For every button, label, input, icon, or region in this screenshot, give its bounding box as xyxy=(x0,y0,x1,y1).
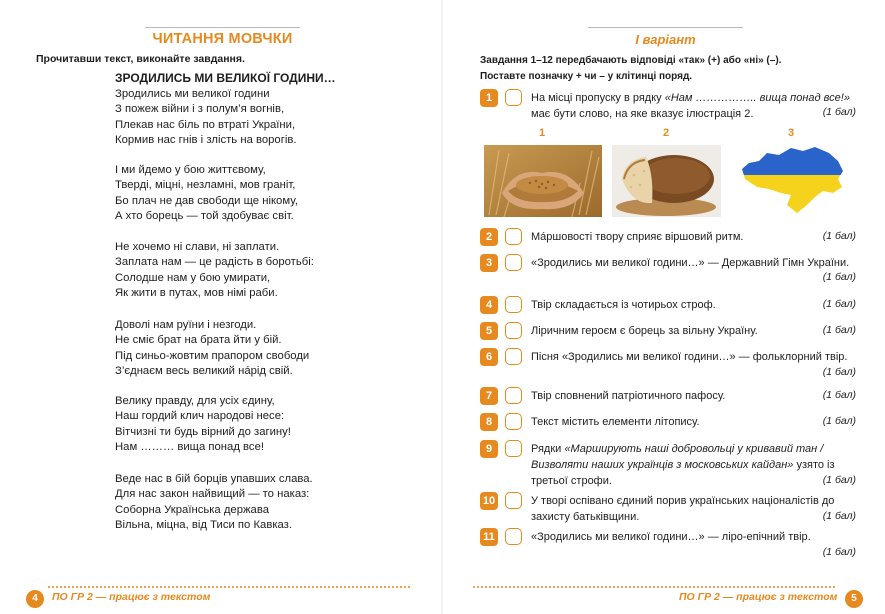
answer-checkbox[interactable] xyxy=(505,440,522,457)
question-text: «Зродились ми великої години…» — ліро-епічний твір. xyxy=(531,531,811,543)
poem-line: Вільна, міцна, від Тиси по Кавказ. xyxy=(115,518,292,531)
poem-line: Велику правду, для усіх єдину, xyxy=(115,395,275,407)
footer-title: ПО ГР 2 — працює з текстом xyxy=(679,591,838,603)
poem-line: Кормив нас гнів і злість на ворогів. xyxy=(115,133,297,146)
answer-checkbox[interactable] xyxy=(505,296,522,313)
answer-checkbox[interactable] xyxy=(505,89,522,106)
stanza xyxy=(115,240,314,301)
question-score: (1 бал) xyxy=(822,106,856,118)
page-number: 4 xyxy=(26,590,44,608)
task-instruction: Поставте позначку + чи – у клітинці поряд. xyxy=(480,71,693,82)
question-number: 5 xyxy=(480,322,498,340)
question-score: (1 бал) xyxy=(822,366,856,378)
answer-checkbox[interactable] xyxy=(505,322,522,339)
poem-line: Під синьо-жовтим прапором свободи xyxy=(115,349,310,362)
question-number: 8 xyxy=(480,413,498,431)
stanza xyxy=(115,87,296,148)
question-text-part: Рядки xyxy=(531,443,565,455)
question-score: (1 бал) xyxy=(822,474,856,486)
answer-checkbox[interactable] xyxy=(505,413,522,430)
page-number: 5 xyxy=(845,590,863,608)
poem-line: Веде нас в бій борців упавших слава. xyxy=(115,473,313,485)
variant-title: І варіант xyxy=(635,32,696,47)
task-instruction: Завдання 1–12 передбачають відповіді «так» (+) або «ні» (–). xyxy=(480,55,782,66)
poem-line: Соборна Українська держава xyxy=(115,503,269,516)
question-text-part: має бути слово, на яке вказує ілюстрація 2. xyxy=(531,108,754,120)
question-score: (1 бал) xyxy=(822,271,856,283)
bread-loaf-illustration xyxy=(612,145,721,217)
poem-line: Вітчизні ти будь вірний до загину! xyxy=(115,425,291,438)
poem-line: Бо плач не дав свободи ще нікому, xyxy=(115,194,298,207)
poem-line: Для нас закон найвищий — то наказ: xyxy=(115,488,310,501)
left-page xyxy=(0,0,442,614)
question-text-part: узято із третьої строфи. xyxy=(531,459,835,487)
poem-line: Як жити в путах, мов німі раби. xyxy=(115,286,278,299)
question-text: Твір складається із чотирьох строф. xyxy=(531,299,716,311)
question-number: 1 xyxy=(480,89,498,107)
poem-line: Зродились ми великої години xyxy=(115,88,270,100)
answer-checkbox[interactable] xyxy=(505,387,522,404)
question-text: Ліричним героєм є борець за вільну Україну. xyxy=(531,325,758,337)
section-title: ЧИТАННЯ МОВЧКИ xyxy=(152,31,293,47)
footer-rule xyxy=(473,586,835,588)
map-illustration xyxy=(739,143,847,215)
question-number: 9 xyxy=(480,440,498,458)
question-score: (1 бал) xyxy=(822,415,856,427)
poem-line: А хто борець — той здобуває світ. xyxy=(115,209,294,222)
question-number: 10 xyxy=(480,492,498,510)
poem-line: Солодше нам у бою умирати, xyxy=(115,271,271,284)
question-score: (1 бал) xyxy=(822,298,856,310)
question-number: 11 xyxy=(480,528,498,546)
poem-line: Тверді, міцні, незламні, мов граніт, xyxy=(115,179,296,192)
question-text-part: На місці пропуску в рядку xyxy=(531,92,665,104)
question-score: (1 бал) xyxy=(822,546,856,558)
stanza xyxy=(115,318,309,379)
image-label: 2 xyxy=(662,127,670,139)
poem-line: З пожеж війни і з полум’я вогнів, xyxy=(115,103,285,116)
footer-rule xyxy=(48,586,410,588)
poem-line: І ми йдемо у бою життєвому, xyxy=(115,164,266,176)
poem-line: Доволі нам руїни і незгоди. xyxy=(115,319,257,331)
question-score: (1 бал) xyxy=(822,389,856,401)
grain-hands-illustration xyxy=(484,145,602,217)
question-score: (1 бал) xyxy=(822,230,856,242)
answer-checkbox[interactable] xyxy=(505,528,522,545)
question-score: (1 бал) xyxy=(822,510,856,522)
title-rule xyxy=(145,27,300,28)
stanza xyxy=(115,394,291,455)
stanza xyxy=(115,163,298,224)
poem-line: Заплата нам — це радість в боротьбі: xyxy=(115,256,314,269)
stanza xyxy=(115,472,313,533)
image-label: 1 xyxy=(538,127,546,139)
question-text: «Зродились ми великої години…» — Державний Гімн України. xyxy=(531,257,850,269)
question-number: 6 xyxy=(480,348,498,366)
poem-line: З’єднаєм весь великий нáрід свій. xyxy=(115,364,293,377)
answer-checkbox[interactable] xyxy=(505,348,522,365)
footer-title: ПО ГР 2 — працює з текстом xyxy=(52,591,211,603)
poem-line: Плекав нас біль по втраті України, xyxy=(115,118,296,131)
question-number: 3 xyxy=(480,254,498,272)
question-text: Текст містить елементи літопису. xyxy=(531,416,700,428)
poem-line: Нам ……… вища понад все! xyxy=(115,440,264,453)
question-quote: «Марширують наші добровольці у кривавий тан / Визволяти наших українців з московських кайдан» xyxy=(531,443,824,471)
question-quote: «Нам …………….. вища понад все!» xyxy=(664,92,850,104)
question-text: У творі оспівано єдиний порив українських націоналістів до захисту батьківщини. xyxy=(531,495,835,523)
poem-line: Наш гордий клич народові несе: xyxy=(115,410,285,423)
question-text: Пісня «Зродились ми великої години…» — фольклорний твір. xyxy=(531,351,848,363)
question-number: 4 xyxy=(480,296,498,314)
question-score: (1 бал) xyxy=(822,324,856,336)
reading-instruction: Прочитавши текст, виконайте завдання. xyxy=(36,53,245,65)
question-number: 2 xyxy=(480,228,498,246)
poem-line: Не хочемо ні слави, ні заплати. xyxy=(115,241,280,253)
answer-checkbox[interactable] xyxy=(505,492,522,509)
right-page xyxy=(443,0,885,614)
poem-title: ЗРОДИЛИСЬ МИ ВЕЛИКОЇ ГОДИНИ… xyxy=(115,71,336,85)
question-text: Твір сповнений патріотичного пафосу. xyxy=(531,390,726,402)
poem-line: Не сміє брат на брата йти у бій. xyxy=(115,334,282,347)
image-label: 3 xyxy=(787,127,795,139)
question-text xyxy=(531,90,856,122)
answer-checkbox[interactable] xyxy=(505,254,522,271)
answer-checkbox[interactable] xyxy=(505,228,522,245)
question-text: Мáршовості твору сприяє віршовий ритм. xyxy=(531,231,744,243)
title-rule xyxy=(588,27,743,28)
question-text xyxy=(531,441,856,489)
question-number: 7 xyxy=(480,387,498,405)
